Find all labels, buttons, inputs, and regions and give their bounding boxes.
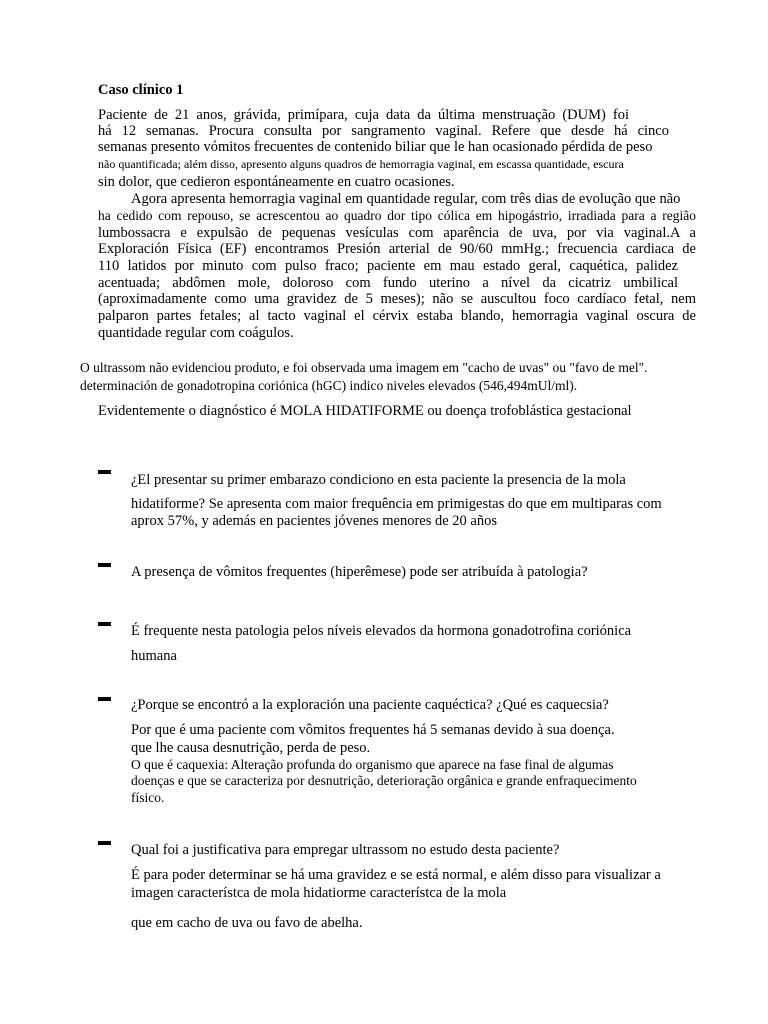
case-line: palparon partes fetales; al tacto vaginal el cérvix estaba blando, hemorragia vaginal oscura de bbox=[98, 308, 696, 324]
question-5-answer: que em cacho de uva ou favo de abelha. bbox=[131, 915, 363, 931]
question-1-answer: aprox 57%, y además en pacientes jóvenes menores de 20 años bbox=[131, 513, 498, 529]
case-line: há 12 semanas. Procura consulta por sangramento vaginal. Refere que desde há cinco bbox=[98, 123, 669, 139]
question-5-answer: imagen característca de mola hidatiorme característca de la mola bbox=[131, 885, 507, 901]
question-4-answer: O que é caquexia: Alteração profunda do organismo que aparece na fase final de algumas bbox=[131, 757, 614, 772]
bullet-dash bbox=[98, 697, 111, 701]
bullet-dash bbox=[98, 563, 111, 567]
case-line: lumbossacra e expulsão de pequenas vesículas com aparência de uva, por via vaginal.A a bbox=[98, 225, 696, 241]
case-line: Paciente de 21 anos, grávida, primípara, cuja data da última menstruação (DUM) foi bbox=[98, 107, 629, 123]
question-5: Qual foi a justificativa para empregar ultrassom no estudo desta paciente? bbox=[131, 842, 560, 858]
question-4-answer: físico. bbox=[131, 790, 165, 805]
question-3: É frequente nesta patologia pelos níveis elevados da hormona gonadotrofina coriónica bbox=[131, 623, 632, 639]
question-1-answer: hidatiforme? Se apresenta com maior frequência em primigestas do que em multiparas com bbox=[131, 496, 662, 512]
question-4-answer: Por que é uma paciente com vômitos frequentes há 5 semanas devido à sua doença. bbox=[131, 722, 615, 738]
bullet-dash bbox=[98, 841, 111, 845]
ultrasound-line: determinación de gonadotropina coriónica (hGC) indico niveles elevados (546,494mUl/ml). bbox=[80, 378, 578, 393]
case-line: Exploración Física (EF) encontramos Presión arterial de 90/60 mmHg.; frecuencia cardiaca de bbox=[98, 241, 696, 257]
case-line: acentuada; abdômen mole, doloroso com fundo uterino a nível da cicatriz umbilical bbox=[98, 275, 678, 291]
case-line: Agora apresenta hemorragia vaginal em quantidade regular, com três dias de evolução que não bbox=[131, 191, 681, 207]
question-5-answer: É para poder determinar se há uma gravidez e se está normal, e além disso para visualizar a bbox=[131, 867, 661, 883]
diagnosis: Evidentemente o diagnóstico é MOLA HIDATIFORME ou doença trofoblástica gestacional bbox=[98, 403, 632, 419]
question-4-answer: que lhe causa desnutrição, perda de peso. bbox=[131, 740, 371, 756]
case-line: semanas presento vómitos frecuentes de contenido biliar que le han ocasionado pérdida de peso bbox=[98, 139, 653, 155]
bullet-dash bbox=[98, 622, 111, 626]
bullet-dash bbox=[98, 470, 111, 474]
case-line: (aproximadamente como uma gravidez de 5 meses); não se auscultou foco cardíaco fetal, nem bbox=[98, 291, 696, 307]
ultrasound-line: O ultrassom não evidenciou produto, e foi observada uma imagem em "cacho de uvas" ou "favo de mel". bbox=[80, 360, 648, 375]
case-title: Caso clínico 1 bbox=[98, 82, 184, 98]
case-line: não quantificada; além disso, apresento alguns quadros de hemorragia vaginal, em escassa quantidade, escura bbox=[98, 157, 624, 171]
question-1: ¿El presentar su primer embarazo condiciono en esta paciente la presencia de la mola bbox=[131, 472, 626, 488]
case-line: ha cedido com repouso, se acrescentou ao quadro dor tipo cólica em hipogástrio, irradiada para a região bbox=[98, 208, 696, 223]
question-4-answer: doenças e que se caracteriza por desnutrição, deterioração orgânica e grande enfraquecimento bbox=[131, 773, 637, 788]
question-2: A presença de vômitos frequentes (hiperêmese) pode ser atribuída à patologia? bbox=[131, 564, 588, 580]
case-line: quantidade regular com coágulos. bbox=[98, 325, 294, 341]
question-3: humana bbox=[131, 648, 177, 664]
case-line: sin dolor, que cedieron espontáneamente en cuatro ocasiones. bbox=[98, 174, 455, 190]
case-line: 110 latidos por minuto com pulso fraco; paciente em mau estado geral, caquética, palidez bbox=[98, 258, 678, 274]
question-4: ¿Porque se encontró a la exploración una paciente caquéctica? ¿Qué es caquecsia? bbox=[131, 697, 609, 713]
